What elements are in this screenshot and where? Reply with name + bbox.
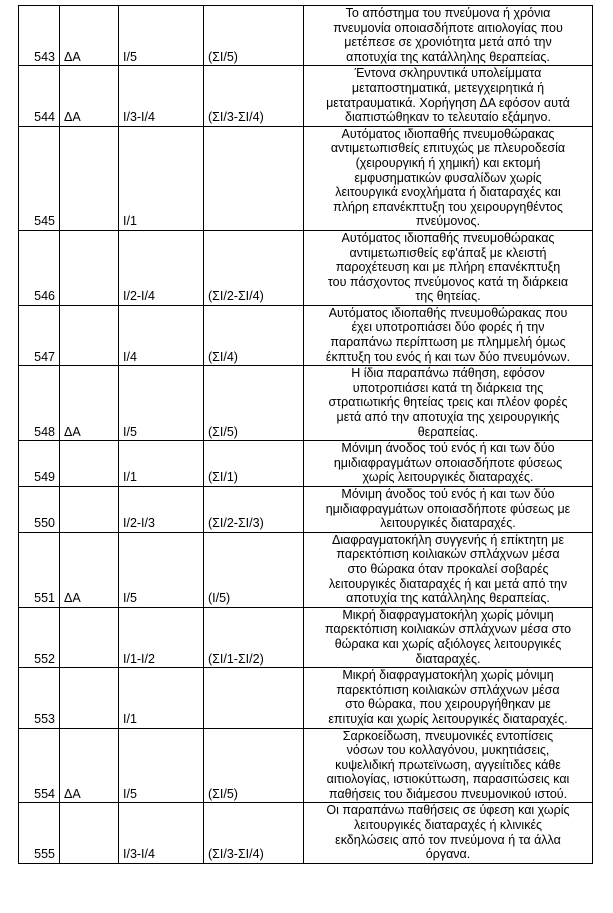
- description-line: Μόνιμη άνοδος τού ενός ή και των δύο: [341, 441, 555, 456]
- table-row: [19, 607, 593, 667]
- table-row: [19, 487, 593, 533]
- description-cell: [304, 532, 593, 607]
- fitness-code-cell: Ι/2-Ι/3: [119, 487, 204, 533]
- description-cell: [304, 607, 593, 667]
- description-line: Σαρκοείδωση, πνευμονικές εντοπίσεις: [342, 728, 554, 743]
- description-line: μετέπεσε σε χρονιότητα μετά από την: [344, 35, 552, 50]
- description-line: Διαφραγματοκήλη συγγενής ή επίκτητη με: [331, 532, 565, 547]
- description-line: λειτουργικές διαταραχές.: [380, 516, 516, 531]
- disease-classification-table: [18, 5, 593, 864]
- table-row: [19, 728, 593, 803]
- description-line: πνευμονία οποιασδήποτε αιτιολογίας που: [333, 20, 563, 35]
- article-number-cell: 552: [19, 607, 60, 667]
- description-line: μετά από την αποτυχία της χειρουργικής: [336, 410, 560, 425]
- description-line: Η ίδια παραπάνω πάθηση, εφόσον: [351, 366, 545, 381]
- description-line: αντιμετωπισθείς εφ'άπαξ με κλειστή: [349, 245, 547, 260]
- description-line: χωρίς λειτουργικές διαταραχές.: [362, 470, 534, 485]
- article-number-cell: 553: [19, 668, 60, 728]
- category-cell: ΔΑ: [60, 366, 119, 441]
- alternate-code-cell: (ΣΙ/5): [204, 366, 304, 441]
- description-line: μετατραυματικά. Χορήγηση ΔΑ εφόσον αυτά: [326, 95, 570, 110]
- alternate-code-cell: (ΣΙ/5): [204, 6, 304, 66]
- description-line: κυψελιδική πρωτεϊνωση, αγγειίτιδες κάθε: [335, 757, 561, 772]
- category-cell: [60, 305, 119, 365]
- fitness-code-cell: Ι/5: [119, 728, 204, 803]
- table-row: [19, 441, 593, 487]
- category-cell: [60, 668, 119, 728]
- table-row: [19, 803, 593, 863]
- article-number-cell: 544: [19, 66, 60, 126]
- category-cell: ΔΑ: [60, 728, 119, 803]
- fitness-code-cell: Ι/5: [119, 532, 204, 607]
- description-line: Αυτόματος ιδιοπαθής πνευμοθώρακας που: [328, 305, 568, 320]
- table-row: [19, 366, 593, 441]
- description-cell: [304, 487, 593, 533]
- description-cell: [304, 126, 593, 230]
- description-line: Το απόστημα του πνεύμονα ή χρόνια: [345, 6, 551, 20]
- description-cell: [304, 366, 593, 441]
- description-line: ημιδιαφραγμάτων οποιασδήποτε φύσεως: [333, 455, 563, 470]
- alternate-code-cell: (ΣΙ/2-ΣΙ/3): [204, 487, 304, 533]
- alternate-code-cell: [204, 668, 304, 728]
- description-line: πνεύμονος.: [415, 214, 481, 229]
- category-cell: ΔΑ: [60, 66, 119, 126]
- table-body: [19, 6, 593, 864]
- description-line: λειτουργικές διαταραχές ή κλινικές: [353, 818, 543, 833]
- alternate-code-cell: (ΣΙ/4): [204, 305, 304, 365]
- description-line: υποτροπιάσει κατά τη διάρκεια της: [352, 380, 544, 395]
- description-line: θεραπείας.: [417, 424, 479, 439]
- category-cell: [60, 126, 119, 230]
- category-cell: [60, 230, 119, 305]
- description-line: παρεκτόπιση κοιλιακών σπλάχνων μέσα: [336, 547, 560, 562]
- fitness-code-cell: Ι/5: [119, 366, 204, 441]
- description-line: αποτυχία της κατάλληλης θεραπείας.: [346, 591, 550, 606]
- description-line: εκδηλώσεις από τον πνεύμονα ή τα άλλα: [335, 832, 561, 847]
- description-line: μεταποστηματικά, μετεγχειρητικά ή: [351, 80, 545, 95]
- fitness-code-cell: Ι/1: [119, 441, 204, 487]
- alternate-code-cell: (ΣΙ/5): [204, 728, 304, 803]
- description-cell: [304, 728, 593, 803]
- alternate-code-cell: (ΣΙ/3-ΣΙ/4): [204, 803, 304, 863]
- article-number-cell: 543: [19, 6, 60, 66]
- article-number-cell: 547: [19, 305, 60, 365]
- description-line: παροχέτευση και με πλήρη επανέκπτυξη: [335, 260, 561, 275]
- category-cell: ΔΑ: [60, 6, 119, 66]
- description-line: θώρακα και χωρίς αξιόλογες λειτουργικές: [334, 636, 562, 651]
- description-line: ημιδιαφραγμάτων οποιασδήποτε φύσεως με: [325, 501, 571, 516]
- description-line: του πάσχοντος πνεύμονος κατά τη διάρκεια: [327, 274, 569, 289]
- fitness-code-cell: Ι/2-Ι/4: [119, 230, 204, 305]
- description-line: παθήσεις του διάμεσου πνευμονικού ιστού.: [328, 786, 568, 801]
- description-line: Έντονα σκληρυντικά υπολείμματα: [354, 66, 542, 81]
- alternate-code-cell: (ΣΙ/2-ΣΙ/4): [204, 230, 304, 305]
- description-cell: [304, 230, 593, 305]
- description-line: στρατιωτικής θητείας τρεις και πλέον φορές: [328, 395, 568, 410]
- fitness-code-cell: Ι/1-Ι/2: [119, 607, 204, 667]
- alternate-code-cell: (Ι/5): [204, 532, 304, 607]
- alternate-code-cell: [204, 126, 304, 230]
- description-line: Μικρή διαφραγματοκήλη χωρίς μόνιμη: [342, 668, 554, 683]
- description-line: λειτουργικά ενοχλήματα ή διαταραχές και: [335, 185, 561, 200]
- description-line: Αυτόματος ιδιοπαθής πνευμοθώρακας: [341, 230, 555, 245]
- description-line: στο θώρακα όταν προκαλεί σοβαρές: [347, 561, 549, 576]
- category-cell: [60, 607, 119, 667]
- fitness-code-cell: Ι/3-Ι/4: [119, 66, 204, 126]
- fitness-code-cell: Ι/5: [119, 6, 204, 66]
- description-line: αντιμετωπισθείς επιτυχώς με πλευροδεσία: [330, 141, 566, 156]
- description-cell: [304, 803, 593, 863]
- article-number-cell: 550: [19, 487, 60, 533]
- description-line: Μικρή διαφραγματοκήλη χωρίς μόνιμη: [342, 607, 554, 622]
- description-line: (χειρουργική ή χημική) και εκτομή: [355, 155, 541, 170]
- description-line: παρεκτόπιση κοιλιακών σπλάχνων μέσα στο: [324, 622, 572, 637]
- description-line: διαταραχές.: [415, 651, 481, 666]
- description-line: της θητείας.: [415, 289, 481, 304]
- fitness-code-cell: Ι/1: [119, 126, 204, 230]
- description-line: Αυτόματος ιδιοπαθής πνευμοθώρακας: [341, 126, 555, 141]
- table-row: [19, 230, 593, 305]
- category-cell: [60, 487, 119, 533]
- table-row: [19, 66, 593, 126]
- description-line: παραπάνω περίπτωση με πλημμελή όμως: [330, 335, 566, 350]
- article-number-cell: 549: [19, 441, 60, 487]
- description-line: Οι παραπάνω παθήσεις σε ύφεση και χωρίς: [326, 803, 570, 818]
- article-number-cell: 545: [19, 126, 60, 230]
- description-line: έκπτυξη του ενός ή και των δύο πνευμόνων.: [325, 349, 571, 364]
- alternate-code-cell: (ΣΙ/1): [204, 441, 304, 487]
- description-line: εμφυσηματικών φυσαλίδων χωρίς: [354, 170, 542, 185]
- description-line: νόσων του κολλαγόνου, μυκητιάσεις,: [346, 743, 550, 758]
- description-line: πλήρη επανέκπτυξη του χειρουργηθέντος: [333, 199, 563, 214]
- article-number-cell: 554: [19, 728, 60, 803]
- description-cell: [304, 668, 593, 728]
- article-number-cell: 548: [19, 366, 60, 441]
- document-page: [18, 5, 593, 864]
- category-cell: ΔΑ: [60, 532, 119, 607]
- table-row: [19, 668, 593, 728]
- description-line: στο θώρακα, που χειρουργήθηκαν με: [345, 697, 551, 712]
- table-row: [19, 126, 593, 230]
- table-row: [19, 305, 593, 365]
- description-cell: [304, 6, 593, 66]
- description-line: όργανα.: [425, 847, 471, 862]
- description-line: διαπιστώθηκαν το τελευταίο εξάμηνο.: [345, 110, 551, 125]
- fitness-code-cell: Ι/3-Ι/4: [119, 803, 204, 863]
- alternate-code-cell: (ΣΙ/3-ΣΙ/4): [204, 66, 304, 126]
- fitness-code-cell: Ι/1: [119, 668, 204, 728]
- category-cell: [60, 441, 119, 487]
- category-cell: [60, 803, 119, 863]
- description-line: αποτυχία της κατάλληλης θεραπείας.: [346, 49, 550, 64]
- description-line: Μόνιμη άνοδος τού ενός ή και των δύο: [341, 487, 555, 501]
- description-line: λειτουργικές διαταραχές ή και μετά από την: [328, 576, 568, 591]
- article-number-cell: 546: [19, 230, 60, 305]
- article-number-cell: 551: [19, 532, 60, 607]
- description-cell: [304, 441, 593, 487]
- table-row: [19, 6, 593, 66]
- alternate-code-cell: (ΣΙ/1-ΣΙ/2): [204, 607, 304, 667]
- description-line: αιτιολογίας, ιστιοκύττωση, παρασιτώσεις και: [326, 772, 570, 787]
- description-cell: [304, 305, 593, 365]
- description-line: παρεκτόπιση κοιλιακών σπλάχνων μέσα: [336, 682, 560, 697]
- article-number-cell: 555: [19, 803, 60, 863]
- table-row: [19, 532, 593, 607]
- fitness-code-cell: Ι/4: [119, 305, 204, 365]
- description-line: επιτυχία και χωρίς λειτουργικές διαταραχές.: [328, 711, 568, 726]
- description-cell: [304, 66, 593, 126]
- description-line: έχει υποτροπιάσει δύο φορές ή την: [351, 320, 545, 335]
